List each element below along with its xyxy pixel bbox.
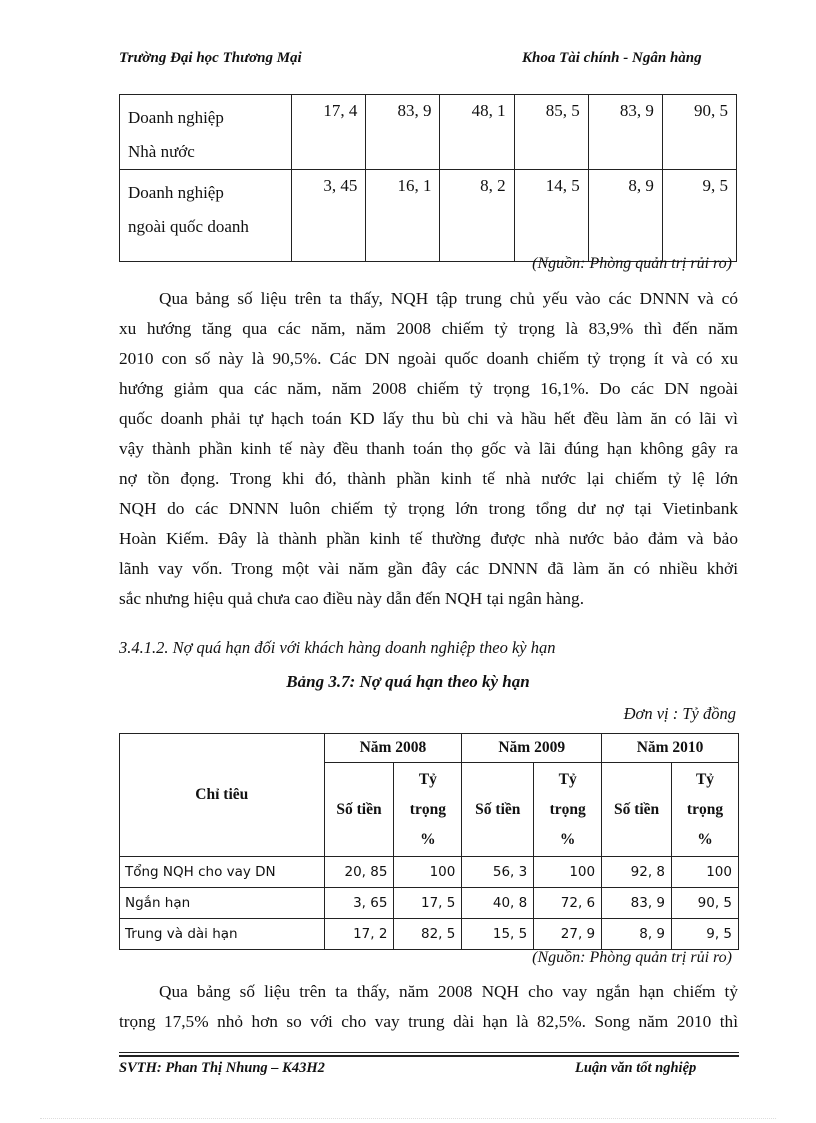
- footer-rule: [119, 1052, 739, 1053]
- text-line: Qua bảng số liệu trên ta thấy, năm 2008 NQH cho vay ngắn hạn chiếm tỷ: [159, 982, 738, 1001]
- text-line: Qua bảng số liệu trên ta thấy, NQH tập trung chủ yếu vào các DNNN và có: [159, 289, 738, 308]
- share-header-line: %: [420, 830, 436, 848]
- table-cell: 85, 5: [514, 95, 588, 170]
- table-cell: 56, 3: [462, 857, 534, 888]
- text-line: Hoàn Kiếm. Đây là thành phần kinh tế thường được nhà nước bảo đảm và bảo: [119, 529, 738, 548]
- indicator-header: Chỉ tiêu: [120, 734, 325, 857]
- text-line: NQH do các DNNN luôn chiếm tỷ trọng lớn trong tổng dư nợ tại Vietinbank: [119, 499, 738, 518]
- table-cell: 83, 9: [588, 95, 662, 170]
- share-header: [394, 763, 462, 857]
- header-faculty: Khoa Tài chính - Ngân hàng: [522, 50, 702, 66]
- table1-source: (Nguồn: Phòng quản trị rủi ro): [532, 255, 732, 272]
- row-label-line: Doanh nghiệp: [128, 183, 224, 202]
- table-cell: 15, 5: [462, 919, 534, 950]
- footer-author: SVTH: Phan Thị Nhung – K43H2: [119, 1060, 325, 1076]
- table-cell: 8, 9: [588, 170, 662, 262]
- table-cell: 82, 5: [394, 919, 462, 950]
- overdue-debt-term-table: [119, 733, 739, 950]
- table-cell: 72, 6: [534, 888, 602, 919]
- table-cell: 100: [672, 857, 739, 888]
- paragraph-analysis-1: [119, 284, 738, 614]
- table-cell: 100: [534, 857, 602, 888]
- text-line: hướng giảm qua các năm, năm 2008 chiếm tỷ trọng 16,1%. Do các DN ngoài: [119, 379, 738, 398]
- text-line: vậy thành phần kinh tế này đều thanh toán thọ gốc và lãi đúng hạn không gây ra: [119, 439, 738, 458]
- share-header: [672, 763, 739, 857]
- table-cell: 17, 5: [394, 888, 462, 919]
- share-header-line: trọng: [549, 800, 586, 818]
- table-cell: 8, 9: [602, 919, 672, 950]
- table-cell: 3, 65: [324, 888, 394, 919]
- table-cell: 20, 85: [324, 857, 394, 888]
- footer-rule: [119, 1055, 739, 1057]
- share-header-line: %: [559, 830, 576, 848]
- text-line: lãnh vay vốn. Trong một vài năm gần đây các DNNN đã làm ăn có nhiều khởi: [119, 559, 738, 578]
- table-cell: 17, 4: [292, 95, 366, 170]
- amount-header: Số tiền: [602, 763, 672, 857]
- table-cell: 92, 8: [602, 857, 672, 888]
- table2-unit: Đơn vị : Tỷ đồng: [623, 704, 736, 723]
- table-cell: 83, 9: [366, 95, 440, 170]
- row-label-line: Nhà nước: [128, 142, 195, 161]
- table-cell: 9, 5: [672, 919, 739, 950]
- text-line: nợ tồn đọng. Trong khi đó, thành phần kinh tế nhà nước lại chiếm tỷ lệ lớn: [119, 469, 738, 488]
- footer-title: Luận văn tốt nghiệp: [575, 1060, 697, 1076]
- table-cell: 8, 2: [440, 170, 514, 262]
- share-header-line: %: [697, 830, 713, 848]
- share-header-line: Tỷ: [558, 770, 577, 788]
- row-label: [120, 95, 292, 170]
- table2-source: (Nguồn: Phòng quản trị rủi ro): [532, 949, 732, 966]
- text-line: 2010 con số này là 90,5%. Các DN ngoài quốc doanh chiếm tỷ trọng ít và có xu: [119, 349, 738, 368]
- text-line: quốc doanh phải tự hạch toán KD lấy thu bù chi và hầu hết đều làm ăn có lãi vì: [119, 409, 738, 428]
- row-label-line: Doanh nghiệp: [128, 108, 224, 127]
- text-line: xu hướng tăng qua các năm, năm 2008 chiếm tỷ trọng là 83,9% thì đến năm: [119, 319, 738, 338]
- section-subheading: 3.4.1.2. Nợ quá hạn đối với khách hàng doanh nghiệp theo kỳ hạn: [119, 638, 556, 657]
- table-header-row: [120, 734, 739, 763]
- table-row: [120, 170, 737, 262]
- table-cell: 27, 9: [534, 919, 602, 950]
- year-header: Năm 2009: [462, 734, 602, 763]
- year-header: Năm 2010: [602, 734, 739, 763]
- share-header-line: trọng: [686, 800, 724, 818]
- row-label: Trung và dài hạn: [120, 919, 325, 950]
- table-row: [120, 888, 739, 919]
- table-cell: 90, 5: [662, 95, 736, 170]
- amount-header: Số tiền: [462, 763, 534, 857]
- share-header-line: Tỷ: [418, 770, 437, 788]
- table-cell: 17, 2: [324, 919, 394, 950]
- share-header-line: Tỷ: [695, 770, 715, 788]
- table-row: [120, 857, 739, 888]
- text-line: sắc nhưng hiệu quả chưa cao điều này dẫn đến NQH tại ngân hàng.: [119, 589, 585, 608]
- row-label-line: ngoài quốc doanh: [128, 217, 249, 236]
- header-school: Trường Đại học Thương Mại: [119, 50, 302, 66]
- row-label: Tổng NQH cho vay DN: [120, 857, 325, 888]
- share-header-line: trọng: [409, 800, 446, 818]
- row-label: Ngắn hạn: [120, 888, 325, 919]
- enterprise-type-table: [119, 94, 737, 262]
- table-cell: 3, 45: [292, 170, 366, 262]
- table-cell: 90, 5: [672, 888, 739, 919]
- year-header: Năm 2008: [324, 734, 462, 763]
- table-cell: 9, 5: [662, 170, 736, 262]
- amount-header: Số tiền: [324, 763, 394, 857]
- text-line: trọng 17,5% nhỏ hơn so với cho vay trung dài hạn là 82,5%. Song năm 2010 thì: [119, 1012, 738, 1031]
- table2-title: Bảng 3.7: Nợ quá hạn theo kỳ hạn: [286, 672, 530, 691]
- page-edge-divider: [40, 1118, 776, 1119]
- share-header: [534, 763, 602, 857]
- table-cell: 40, 8: [462, 888, 534, 919]
- table-row: [120, 95, 737, 170]
- row-label: [120, 170, 292, 262]
- table-cell: 48, 1: [440, 95, 514, 170]
- table-cell: 16, 1: [366, 170, 440, 262]
- table-cell: 100: [394, 857, 462, 888]
- table-cell: 14, 5: [514, 170, 588, 262]
- table-cell: 83, 9: [602, 888, 672, 919]
- table-row: [120, 919, 739, 950]
- paragraph-analysis-2: [119, 977, 738, 1037]
